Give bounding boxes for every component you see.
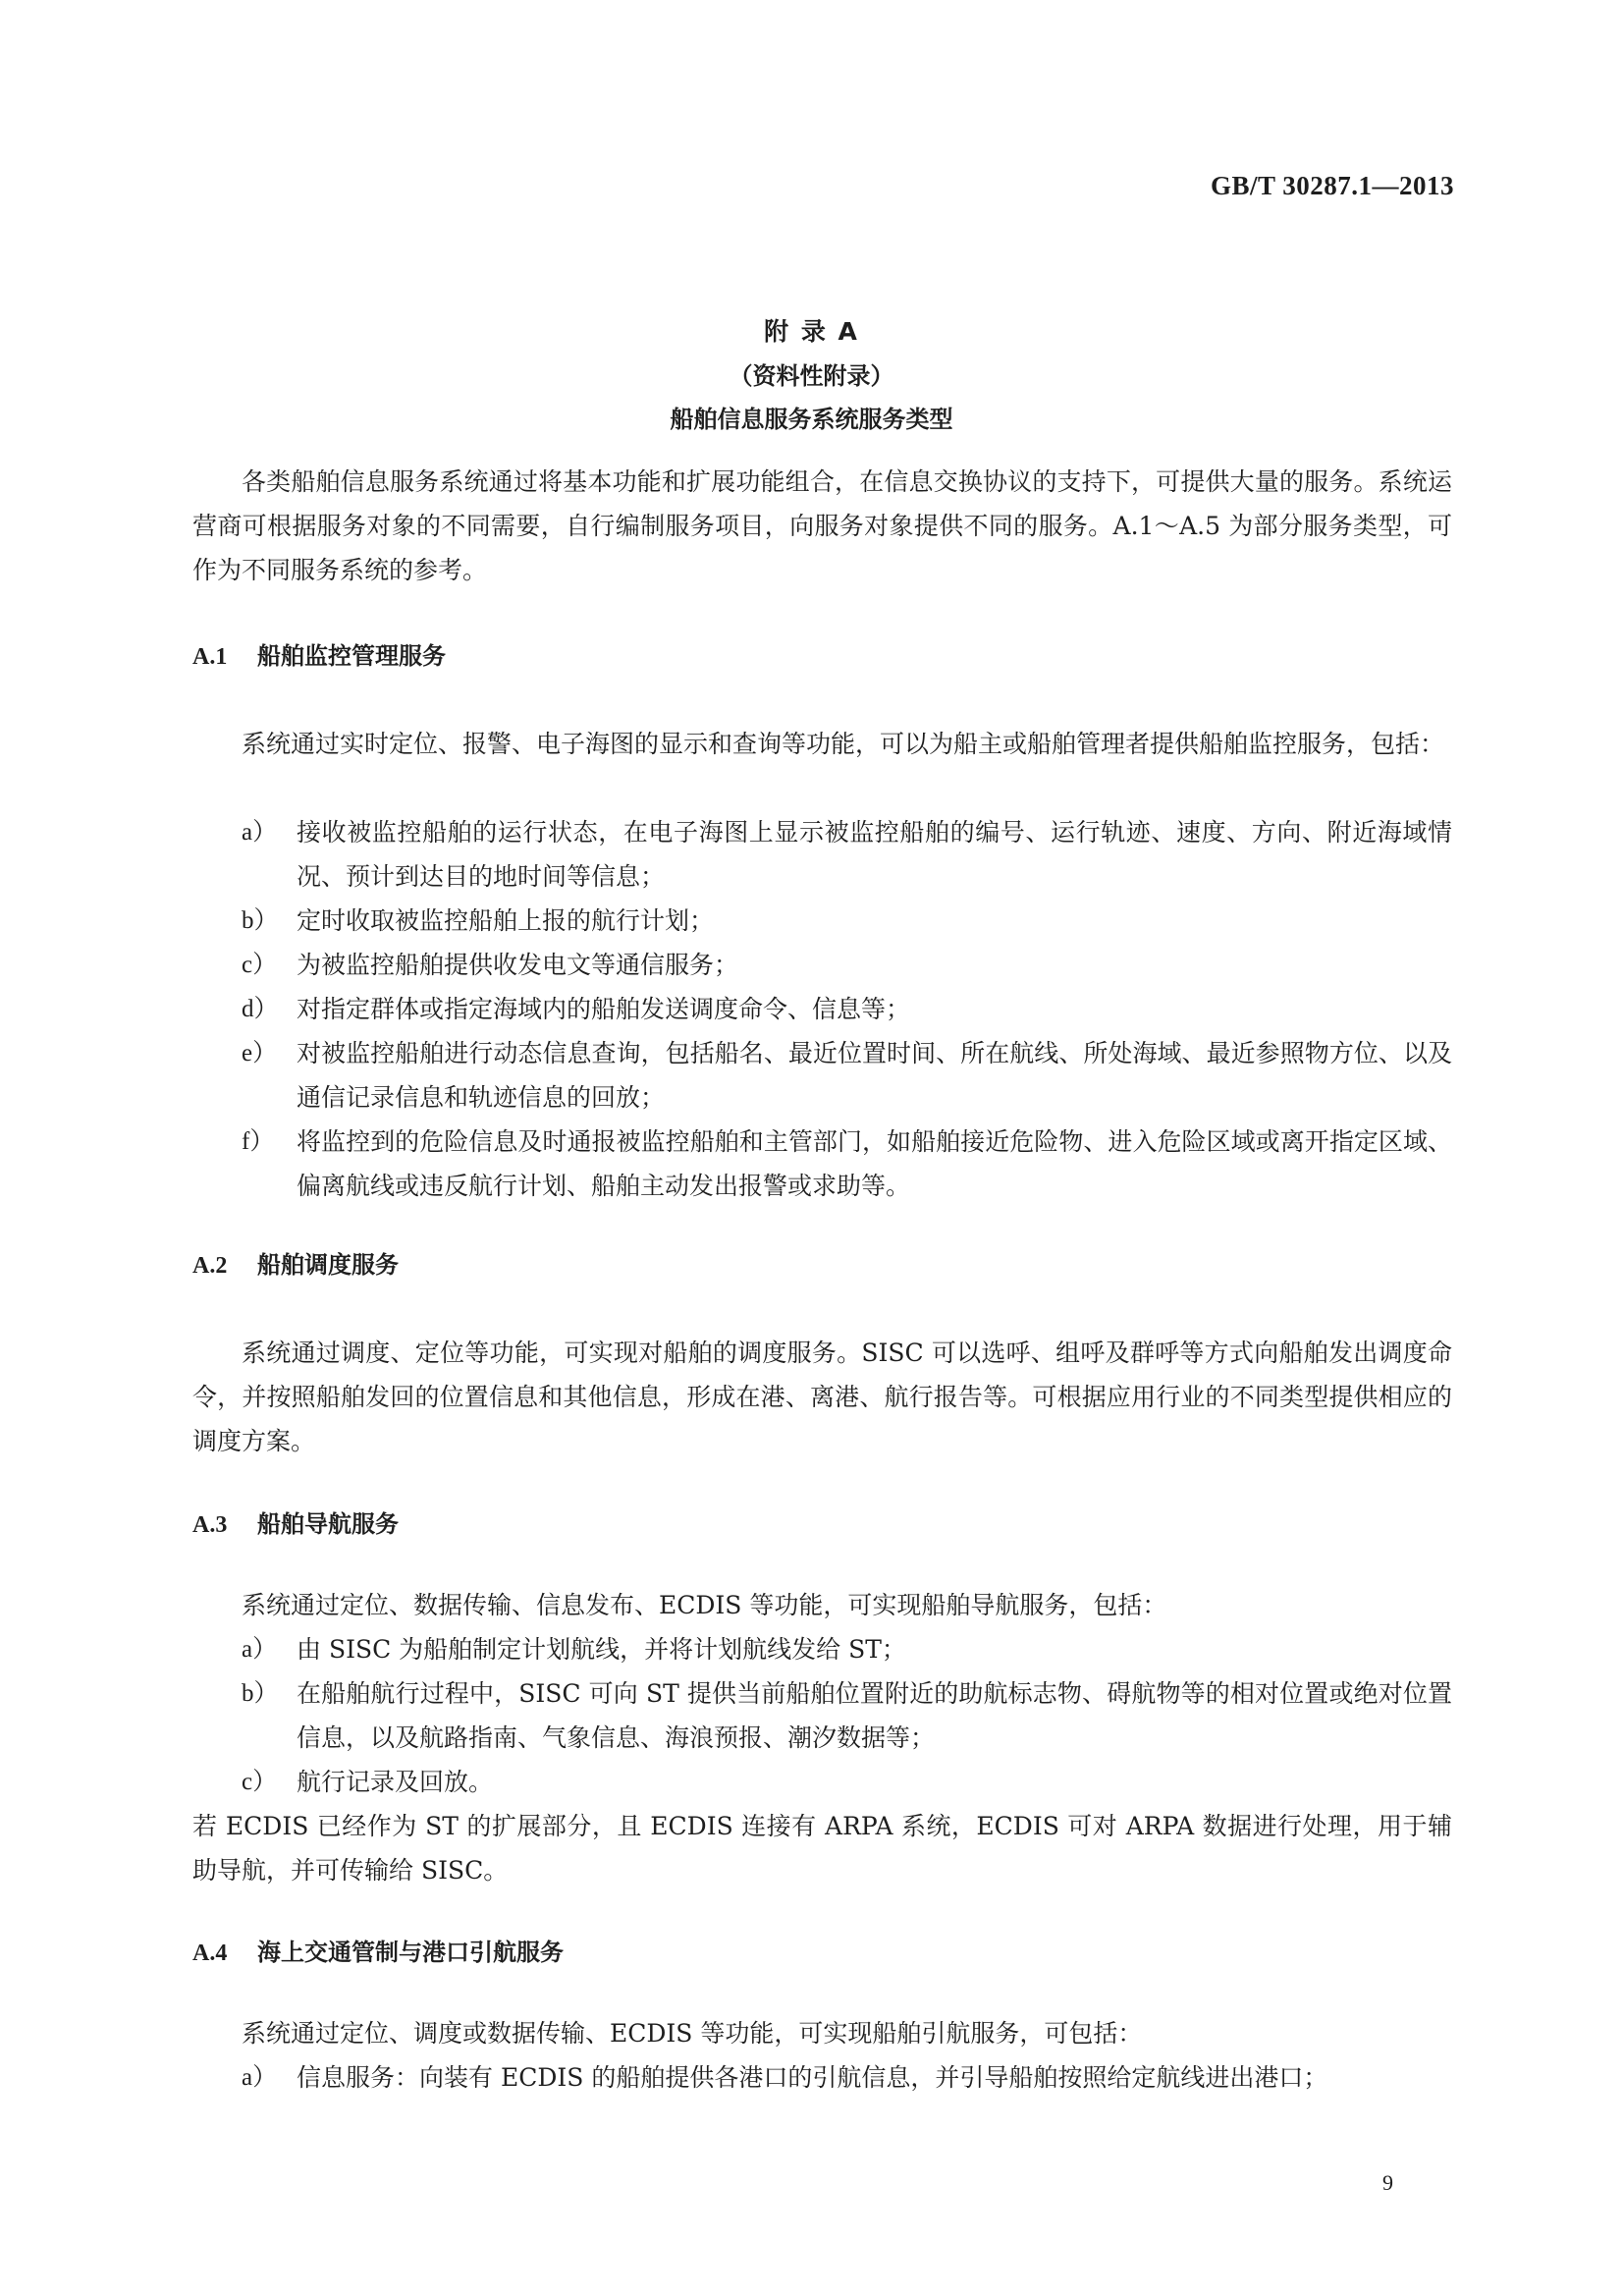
section-lead-a4: 系统通过定位、调度或数据传输、ECDIS 等功能，可实现船舶引航服务，可包括： [242,2019,1143,2048]
annex-type: （资料性附录） [729,362,894,390]
list-item [242,1760,1452,1804]
section-number: A.1 [192,644,228,670]
list-text: 接收被监控船舶的运行状态，在电子海图上显示被监控船舶的编号、运行轨迹、速度、方向、附近海域情况、预计到达目的地时间等信息； [297,818,1452,891]
section-lead-a2: 系统通过调度、定位等功能，可实现对船舶的调度服务。SISC 可以选呼、组呼及群呼等方式向船舶发出调度命令，并按照船舶发回的位置信息和其他信息，形成在港、离港、航行报告等。可根据应用行业的不同类型提供相应的调度方案。 [192,1339,1452,1455]
section-number: A.2 [192,1253,228,1279]
section-number: A.3 [192,1512,228,1538]
section-title: 船舶监控管理服务 [257,642,446,670]
list-marker: f） [242,1128,275,1155]
intro-paragraph: 各类船舶信息服务系统通过将基本功能和扩展功能组合，在信息交换协议的支持下，可提供大量的服务。系统运营商可根据服务对象的不同需要，自行编制服务项目，向服务对象提供不同的服务。A.1～A.5 为部分服务类型，可作为不同服务系统的参考。 [192,467,1452,584]
list-text: 信息服务：向装有 ECDIS 的船舶提供各港口的引航信息，并引导船舶按照给定航线进出港口； [297,2063,1328,2092]
list-text: 航行记录及回放。 [297,1768,494,1796]
list-text: 将监控到的危险信息及时通报被监控船舶和主管部门，如船舶接近危险物、进入危险区域或离开指定区域、偏离航线或违反航行计划、船舶主动发出报警或求助等。 [297,1127,1452,1200]
list-item [242,1627,1452,1671]
section-heading-a1 [192,636,446,671]
list-marker: e） [242,1040,278,1066]
list-item [242,943,1452,987]
annex-name: 船舶信息服务系统服务类型 [670,406,953,433]
section-closing-a3: 若 ECDIS 已经作为 ST 的扩展部分，且 ECDIS 连接有 ARPA 系统，ECDIS 可对 ARPA 数据进行处理，用于辅助导航，并可传输给 SISC。 [192,1812,1452,1885]
list-item [242,1120,1452,1208]
list-item [242,1671,1452,1760]
section-title: 船舶导航服务 [257,1510,399,1538]
list-marker: b） [242,1680,279,1707]
section-heading-a2 [192,1245,399,1280]
list-text: 由 SISC 为船舶制定计划航线，并将计划航线发给 ST； [297,1635,906,1664]
section-lead-a3: 系统通过定位、数据传输、信息发布、ECDIS 等功能，可实现船舶导航服务，包括： [242,1591,1167,1619]
list-item [242,899,1452,943]
list-marker: a） [242,2064,278,2091]
list-text: 在船舶航行过程中，SISC 可向 ST 提供当前船舶位置附近的助航标志物、碍航物等的相对位置或绝对位置信息，以及航路指南、气象信息、海浪预报、潮汐数据等； [297,1679,1452,1752]
list-marker: c） [242,952,278,978]
section-number: A.4 [192,1941,228,1966]
annex-title: 附 录 A [764,317,859,346]
section-heading-a4 [192,1933,564,1967]
section-lead-a1: 系统通过实时定位、报警、电子海图的显示和查询等功能，可以为船主或船舶管理者提供船舶监控服务，包括： [242,730,1445,758]
section-heading-a3 [192,1504,399,1539]
page-number: 9 [1382,2170,1393,2195]
list-marker: c） [242,1769,278,1795]
list-marker: b） [242,907,279,934]
list-text: 对指定群体或指定海域内的船舶发送调度命令、信息等； [297,995,911,1023]
section-title: 船舶调度服务 [257,1251,399,1279]
section-title: 海上交通管制与港口引航服务 [257,1939,564,1966]
list-item [242,987,1452,1031]
list-text: 定时收取被监控船舶上报的航行计划； [297,906,715,935]
list-marker: a） [242,819,278,846]
list-item [242,1031,1452,1120]
list-text: 对被监控船舶进行动态信息查询，包括船名、最近位置时间、所在航线、所处海域、最近参照物方位、以及通信记录信息和轨迹信息的回放； [297,1039,1452,1112]
standard-number: GB/T 30287.1—2013 [1210,171,1454,200]
list-marker: a） [242,1636,278,1663]
list-item [242,2055,1452,2100]
list-item [242,810,1452,899]
list-text: 为被监控船舶提供收发电文等通信服务； [297,951,739,979]
list-marker: d） [242,996,279,1022]
